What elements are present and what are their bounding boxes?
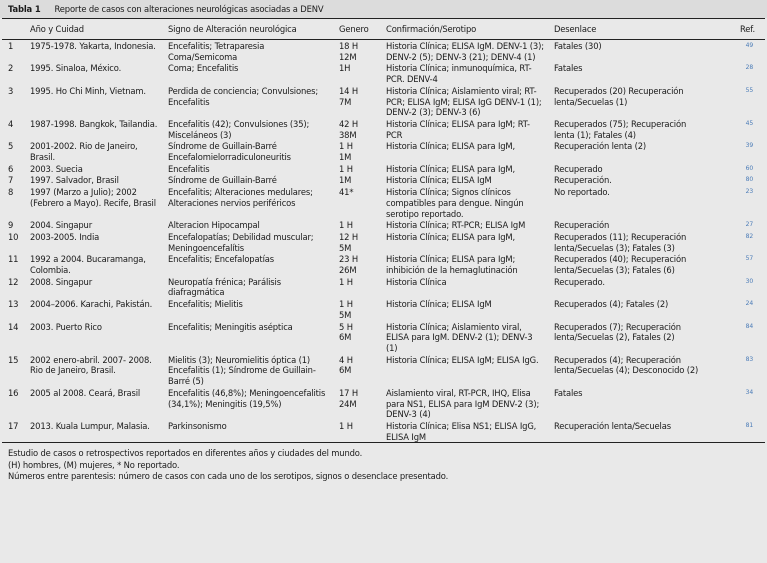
case-report-table <box>2 18 765 443</box>
cell-number: 7 <box>8 175 14 186</box>
gender-count: 1 H <box>339 220 353 231</box>
cell-outcome: Recuperación. <box>554 175 612 186</box>
cell-confirmation: Historia Clínica; Aislamiento viral, ELISA para IgM. DENV-2 (1); DENV-3 (1) <box>386 321 533 353</box>
cell-outcome: Recuperados (75); Recuperación lenta (1); Fatales (4) <box>554 118 687 140</box>
table-title: Reporte de casos con alteraciones neurológicas asociadas a DENV <box>54 4 324 14</box>
cell-gender <box>333 231 380 253</box>
cell-year-city: 1975-1978. Yakarta, Indonesia. <box>30 41 156 51</box>
cell-gender <box>333 219 380 231</box>
gender-count: 17 H <box>339 387 359 398</box>
table-row <box>2 387 765 420</box>
table-row <box>2 140 765 162</box>
cell-number: 10 <box>8 231 19 242</box>
cell-outcome: Fatales (30) <box>554 41 602 51</box>
cell-ref[interactable]: 83 <box>745 355 753 363</box>
gender-count: 26M <box>339 265 357 276</box>
cell-outcome: Recuperados (4); Recuperación lenta/Secuelas (4); Desconocido (2) <box>554 354 699 376</box>
header-number <box>2 19 24 40</box>
gender-count: 1M <box>339 152 352 163</box>
cell-neuro-sign: Perdida de conciencia; Convulsiones; Encefalitis <box>168 85 318 107</box>
cell-ref[interactable]: 45 <box>745 119 753 127</box>
cell-number: 5 <box>8 141 14 152</box>
cell-year-city: 1992 a 2004. Bucaramanga, Colombia. <box>30 254 146 276</box>
cell-gender <box>333 85 380 118</box>
cell-neuro-sign: Encefalitis; Encefalopatías <box>168 254 274 265</box>
table-row <box>2 354 765 387</box>
cell-gender <box>333 354 380 387</box>
gender-count: 12 H <box>339 231 359 242</box>
cell-confirmation: Historia Clínica; ELISA para IgM; inhibición de la hemaglutinación <box>386 254 518 276</box>
table-row <box>2 40 765 63</box>
cell-year-city: 2004–2006. Karachi, Pakistán. <box>30 299 153 310</box>
cell-number: 12 <box>8 276 19 287</box>
cell-neuro-sign: Encefalitis; Alteraciones medulares; Alteraciones nervios periféricos <box>168 187 313 208</box>
table-row <box>2 62 765 84</box>
cell-number: 14 <box>8 321 19 332</box>
cell-confirmation: Historia Clínica; ELISA para IgM, <box>386 141 516 152</box>
gender-count: 1 H <box>339 299 353 310</box>
cell-outcome: Recuperados (11); Recuperación lenta/Secuelas (3); Fatales (3) <box>554 231 687 253</box>
cell-ref[interactable]: 82 <box>745 232 753 240</box>
cell-ref[interactable]: 55 <box>745 86 753 94</box>
cell-confirmation: Historia Clínica; ELISA para IgM; RT-PCR <box>386 118 530 140</box>
cell-gender <box>333 40 380 63</box>
cell-confirmation: Historia Clínica; Elisa NS1; ELISA IgG, ELISA IgM <box>386 420 537 442</box>
cell-confirmation: Historia Clínica; Aislamiento viral; RT-PCR; ELISA IgM; ELISA IgG DENV-1 (1); DENV-2 (3); DENV-3 (6) <box>386 85 542 118</box>
cell-gender <box>333 163 380 175</box>
cell-outcome: Recuperados (4); Fatales (2) <box>554 299 669 310</box>
cell-number: 4 <box>8 118 14 129</box>
cell-gender <box>333 321 380 354</box>
gender-count: 1 H <box>339 141 353 152</box>
cell-ref[interactable]: 30 <box>745 277 753 285</box>
cell-year-city: 1997 (Marzo a Julio); 2002 (Febrero a Mayo). Recife, Brasil <box>30 187 156 208</box>
header-row <box>2 19 765 40</box>
cell-neuro-sign: Encefalitis; Meningitis aséptica <box>168 321 293 332</box>
table-row <box>2 321 765 354</box>
cell-number: 3 <box>8 85 14 96</box>
table-row <box>2 174 765 186</box>
cell-outcome: Recuperado. <box>554 276 605 287</box>
header-gender: Genero <box>339 24 369 34</box>
footnote: (H) hombres, (M) mujeres, * No reportado. <box>8 459 180 470</box>
cell-year-city: 1995. Sinaloa, México. <box>30 63 122 74</box>
cell-number: 15 <box>8 354 19 365</box>
cell-year-city: 1987-1998. Bangkok, Tailandia. <box>30 118 158 129</box>
cell-neuro-sign: Alteracion Hipocampal <box>168 220 260 231</box>
cell-year-city: 2008. Singapur <box>30 276 93 287</box>
cell-gender <box>333 62 380 84</box>
cell-year-city: 1997. Salvador, Brasil <box>30 175 119 186</box>
cell-year-city: 2002 enero-abril. 2007- 2008. Rio de Janeiro, Brasil. <box>30 354 152 376</box>
cell-gender <box>333 298 380 320</box>
cell-neuro-sign: Parkinsonismo <box>168 420 227 431</box>
cell-outcome: Recuperados (40); Recuperación lenta/Secuelas (3); Fatales (6) <box>554 254 687 276</box>
cell-year-city: 2013. Kuala Lumpur, Malasia. <box>30 420 150 431</box>
table-footnotes <box>0 443 767 483</box>
footnote: Estudio de casos o retrospectivos reportados en diferentes años y ciudades del mundo. <box>8 448 363 459</box>
cell-outcome: Recuperación lenta/Secuelas <box>554 420 671 431</box>
header-confirmation: Confirmación/Serotipo <box>386 24 477 34</box>
header-ref: Ref. <box>740 24 755 34</box>
table-row <box>2 298 765 320</box>
cell-confirmation: Historia Clínica; ELISA IgM; ELISA IgG. <box>386 354 539 365</box>
cell-number: 17 <box>8 420 19 431</box>
cell-ref[interactable]: 60 <box>745 164 753 172</box>
cell-number: 16 <box>8 387 19 398</box>
cell-gender <box>333 387 380 420</box>
header-outcome: Desenlace <box>554 24 597 34</box>
gender-count: 1 H <box>339 420 353 431</box>
gender-count: 5M <box>339 309 352 320</box>
cell-number: 9 <box>8 220 14 231</box>
gender-count: 14 H <box>339 85 359 96</box>
gender-count: 1M <box>339 175 352 186</box>
table-caption <box>0 0 767 18</box>
cell-outcome: No reportado. <box>554 187 610 198</box>
cell-outcome: Recuperado <box>554 163 603 174</box>
table-row <box>2 276 765 298</box>
cell-year-city: 1995. Ho Chi Minh, Vietnam. <box>30 85 146 96</box>
cell-number: 8 <box>8 187 14 198</box>
cell-gender <box>333 174 380 186</box>
cell-ref[interactable]: 84 <box>745 322 753 330</box>
cell-confirmation: Historia Clínica; ELISA IgM <box>386 299 492 310</box>
cell-neuro-sign: Encefalitis; Mielitis <box>168 299 243 310</box>
gender-count: 24M <box>339 398 357 409</box>
cell-neuro-sign: Encefalitis (42); Convulsiones (35); Misceláneos (3) <box>168 118 310 140</box>
cell-ref[interactable]: 23 <box>745 188 753 196</box>
cell-year-city: 2001-2002. Rio de Janeiro, Brasil. <box>30 141 138 163</box>
gender-count: 6M <box>339 332 352 343</box>
table-row <box>2 186 765 219</box>
cell-ref[interactable]: 34 <box>745 388 753 396</box>
cell-neuro-sign: Coma; Encefalitis <box>168 63 239 74</box>
gender-count: 4 H <box>339 354 353 365</box>
cell-gender <box>333 186 380 219</box>
table-row <box>2 163 765 175</box>
gender-count: 23 H <box>339 254 359 265</box>
cell-gender <box>333 276 380 298</box>
cell-neuro-sign: Síndrome de Guillain-Barré <box>168 175 277 186</box>
cell-year-city: 2003. Puerto Rico <box>30 321 102 332</box>
table-row <box>2 219 765 231</box>
cell-confirmation: Historia Clínica; RT-PCR; ELISA IgM <box>386 220 526 231</box>
gender-count: 7M <box>339 96 352 107</box>
table-row <box>2 420 765 443</box>
cell-neuro-sign: Encefalopatías; Debilidad muscular; Meningoencefalítis <box>168 231 314 253</box>
cell-outcome: Recuperación lenta (2) <box>554 141 647 152</box>
cell-outcome: Fatales <box>554 63 583 74</box>
cell-gender <box>333 253 380 275</box>
gender-count: 1 H <box>339 163 353 174</box>
cell-number: 2 <box>8 63 14 74</box>
cell-ref[interactable]: 28 <box>745 64 753 72</box>
cell-ref[interactable]: 57 <box>745 255 753 263</box>
gender-count: 1 H <box>339 276 353 287</box>
header-year-city: Año y Cuidad <box>30 24 84 34</box>
gender-count: 12M <box>339 51 357 62</box>
cell-confirmation: Historia Clínica <box>386 276 447 287</box>
cell-ref[interactable]: 49 <box>745 42 753 49</box>
cell-ref[interactable]: 80 <box>745 176 753 184</box>
cell-confirmation: Historia Clínica; ELISA para IgM, <box>386 231 516 242</box>
cell-neuro-sign: Encefalitis <box>168 163 210 174</box>
cell-year-city: 2003-2005. India <box>30 231 100 242</box>
cell-outcome: Recuperados (7); Recuperación lenta/Secuelas (2), Fatales (2) <box>554 321 681 343</box>
cell-confirmation: Historia Clínica; inmunoquímica, RT-PCR. DENV-4 <box>386 63 532 85</box>
cell-number: 6 <box>8 163 14 174</box>
cell-year-city: 2004. Singapur <box>30 220 93 231</box>
cell-outcome: Recuperación <box>554 220 610 231</box>
cell-neuro-sign: Encefalitis; Tetraparesia Coma/Semicoma <box>168 41 265 62</box>
gender-count: 5 H <box>339 321 353 332</box>
table-label: Tabla 1 <box>8 4 41 14</box>
cell-number: 11 <box>8 254 19 265</box>
gender-count: 41* <box>339 187 354 198</box>
cell-number: 13 <box>8 299 19 310</box>
cell-ref[interactable]: 81 <box>745 421 753 429</box>
cell-confirmation: Aislamiento viral, RT-PCR, IHQ, Elisa para NS1, ELISA para IgM DENV-2 (3); DENV-3 (4) <box>386 387 540 420</box>
cell-ref[interactable]: 27 <box>745 221 753 229</box>
header-neuro-sign: Signo de Alteración neurológica <box>168 24 297 34</box>
gender-count: 5M <box>339 242 352 253</box>
table-row <box>2 118 765 140</box>
cell-ref[interactable]: 24 <box>745 300 753 308</box>
gender-count: 42 H <box>339 118 359 129</box>
cell-neuro-sign: Encefalitis (46,8%); Meningoencefalitis (34,1%); Meningitis (19,5%) <box>168 387 326 409</box>
cell-number: 1 <box>8 41 14 51</box>
gender-count: 18 H <box>339 41 359 51</box>
cell-gender <box>333 420 380 443</box>
cell-confirmation: Historia Clínica; ELISA IgM <box>386 175 492 186</box>
cell-outcome: Recuperados (20) Recuperación lenta/Secuelas (1) <box>554 85 684 107</box>
cell-confirmation: Historia Clínica; ELISA IgM. DENV-1 (3); DENV-2 (5); DENV-3 (21); DENV-4 (1) <box>386 41 544 62</box>
cell-neuro-sign: Síndrome de Guillain-Barré Encefalomielorradiculoneuritis <box>168 141 291 163</box>
cell-neuro-sign: Mielitis (3); Neuromielitis óptica (1) Encefalitis (1); Síndrome de Guillain-Barré (5) <box>168 354 316 387</box>
cell-neuro-sign: Neuropatía frénica; Parálisis diafragmática <box>168 276 281 298</box>
gender-count: 38M <box>339 129 357 140</box>
cell-gender <box>333 140 380 162</box>
gender-count: 1H <box>339 63 351 74</box>
cell-outcome: Fatales <box>554 387 583 398</box>
cell-year-city: 2005 al 2008. Ceará, Brasil <box>30 387 141 398</box>
cell-confirmation: Historia Clínica; Signos clínicos compatibles para dengue. Ningún serotipo reportado. <box>386 187 524 219</box>
cell-ref[interactable]: 39 <box>745 142 753 150</box>
cell-year-city: 2003. Suecia <box>30 163 83 174</box>
table-row <box>2 85 765 118</box>
cell-gender <box>333 118 380 140</box>
footnote: Números entre parentesis: número de casos con cada uno de los serotipos, signos o desenclace presentado. <box>8 471 449 482</box>
gender-count: 6M <box>339 365 352 376</box>
cell-confirmation: Historia Clínica; ELISA para IgM, <box>386 163 516 174</box>
table-row <box>2 253 765 275</box>
table-row <box>2 231 765 253</box>
